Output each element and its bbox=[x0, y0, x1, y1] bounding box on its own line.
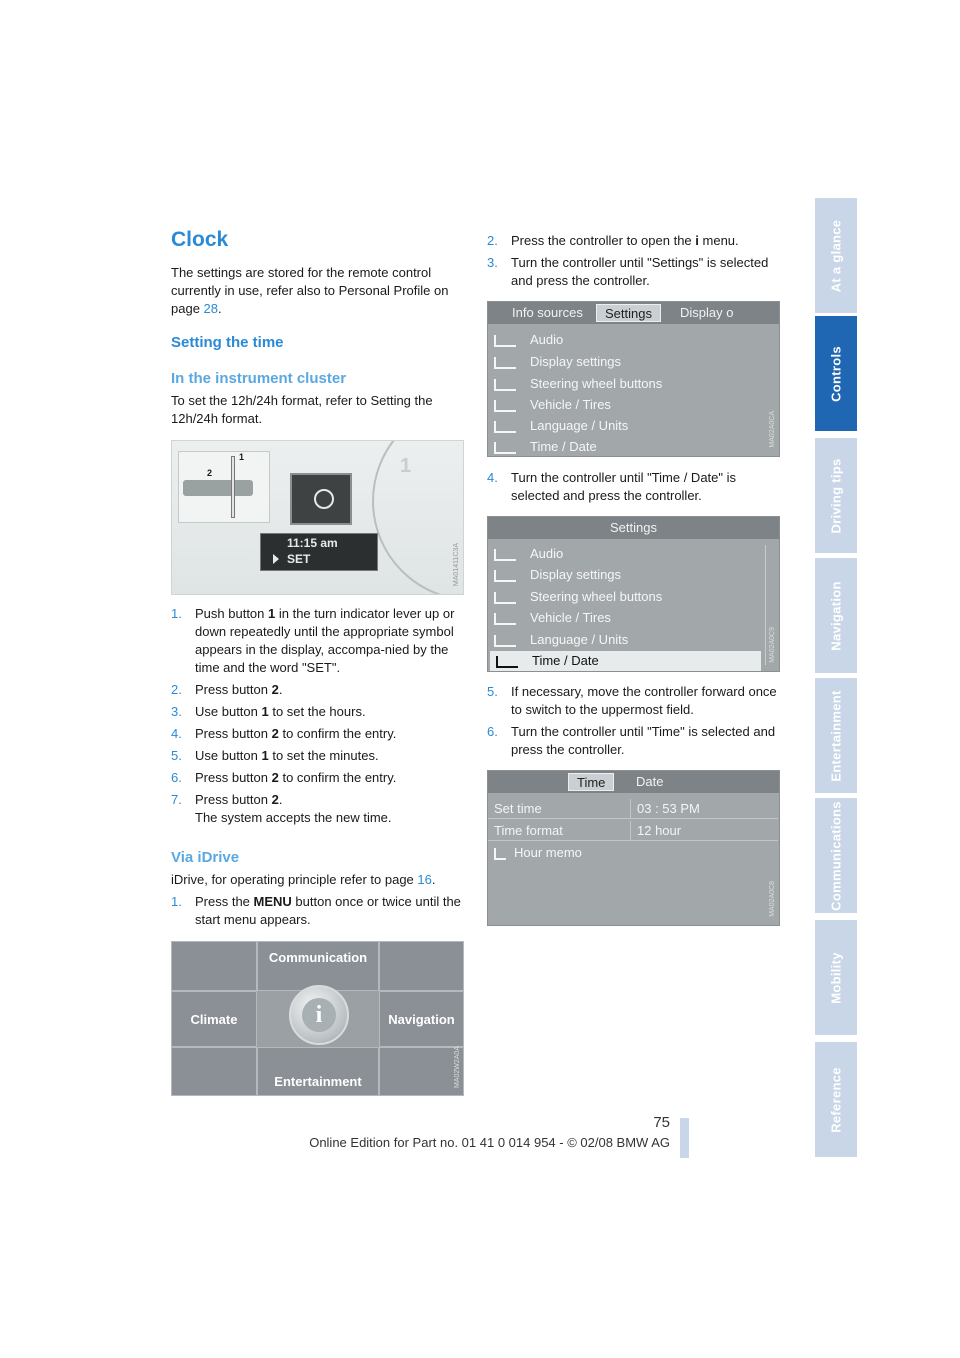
list-item: 4. Turn the controller until "Time / Date" is selected and press the controller. bbox=[487, 470, 737, 503]
start-menu-figure: Communication Climate Navigation Entertainment i MA02W2A0A bbox=[171, 941, 464, 1096]
right-steps-list-1 bbox=[487, 232, 787, 294]
set-time-label: Set time bbox=[488, 799, 630, 819]
menu-item-navigation[interactable]: Navigation bbox=[379, 991, 464, 1047]
tab-display[interactable]: Display o bbox=[680, 305, 734, 320]
instrument-cluster-figure: 1 2 1 11:15 am SET MA01411C3A bbox=[171, 440, 464, 595]
menu-item-communication[interactable]: Communication bbox=[257, 941, 379, 991]
clock-icon bbox=[314, 489, 334, 509]
list-item: 5. If necessary, move the controller forward once to switch to the uppermost field. bbox=[487, 684, 777, 717]
idrive-intro-text: iDrive, for operating principle refer to page 16. bbox=[171, 872, 436, 887]
screen-title: Settings bbox=[488, 517, 779, 539]
menu-row-language-units[interactable]: Language / Units bbox=[494, 416, 628, 436]
page-link-28[interactable]: 28 bbox=[203, 301, 219, 316]
idrive-steps-list bbox=[171, 893, 471, 933]
steering-wheel-icon bbox=[494, 379, 516, 391]
menu-item-climate[interactable]: Climate bbox=[171, 991, 257, 1047]
time-date-menu-screen: Settings Audio Display settings Steering wheel buttons Vehicle / Tires Language / Units Time / Date MA02A0C9 bbox=[487, 516, 780, 672]
steering-wheel-icon bbox=[494, 592, 516, 604]
language-icon bbox=[494, 635, 516, 647]
cluster-intro-text: To set the 12h/24h format, refer to Setting the 12h/24h format. bbox=[171, 393, 433, 426]
display-icon bbox=[494, 357, 516, 369]
subheading-via-idrive: Via iDrive bbox=[171, 849, 240, 866]
intro-paragraph: The settings are stored for the remote control currently in use, refer also to Personal Profile on page 28. bbox=[171, 265, 449, 316]
list-item: 3. Use button 1 to set the hours. bbox=[171, 704, 366, 719]
checkbox-icon bbox=[494, 848, 506, 860]
list-item: 1. Press the MENU button once or twice until the start menu appears. bbox=[171, 894, 461, 927]
list-item: 7. Press button 2. The system accepts the new time. bbox=[171, 792, 392, 825]
time-format-value[interactable]: 12 hour bbox=[630, 821, 778, 841]
settings-menu-screen: Info sources Settings Display o Audio Display settings Steering wheel buttons Vehicle / Tires Language / Units Time / Date MA02A0CA bbox=[487, 301, 780, 457]
side-tabs bbox=[815, 198, 857, 1160]
language-icon bbox=[494, 421, 516, 433]
list-item: 4. Press button 2 to confirm the entry. bbox=[171, 726, 397, 741]
list-item: 2. Press the controller to open the i menu. bbox=[487, 233, 739, 248]
time-settings-screen: Time Date Set time 03 : 53 PM Time format 12 hour Hour memo MA02A0C8 bbox=[487, 770, 780, 926]
clock-icon bbox=[494, 442, 516, 454]
footer-bar bbox=[680, 1118, 689, 1158]
cluster-steps-list bbox=[171, 605, 471, 831]
controller-center[interactable] bbox=[289, 985, 349, 1045]
list-item: 5. Use button 1 to set the minutes. bbox=[171, 748, 379, 763]
side-tab-mobility[interactable]: Mobility bbox=[815, 920, 857, 1037]
side-tab-communications[interactable]: Communications bbox=[815, 798, 857, 915]
tab-date[interactable]: Date bbox=[636, 774, 664, 789]
menu-row-audio[interactable]: Audio bbox=[494, 544, 563, 564]
tab-info-sources[interactable]: Info sources bbox=[512, 305, 583, 320]
play-arrow-icon bbox=[273, 554, 279, 564]
info-icon: i bbox=[695, 233, 699, 248]
page-title: Clock bbox=[171, 228, 229, 251]
menu-row-vehicle-tires[interactable]: Vehicle / Tires bbox=[494, 608, 611, 628]
side-tab-controls[interactable]: Controls bbox=[815, 316, 857, 433]
lcd-display: 11:15 am SET bbox=[260, 533, 378, 571]
tab-time[interactable]: Time bbox=[568, 773, 614, 791]
menu-row-steering-wheel[interactable]: Steering wheel buttons bbox=[494, 374, 662, 394]
side-tab-reference[interactable]: Reference bbox=[815, 1042, 857, 1159]
vehicle-icon bbox=[494, 613, 516, 625]
list-item: 6. Press button 2 to confirm the entry. bbox=[171, 770, 397, 785]
list-item: 2. Press button 2. bbox=[171, 682, 283, 697]
side-tab-at-a-glance[interactable]: At a glance bbox=[815, 198, 857, 315]
footer-text: Online Edition for Part no. 01 41 0 014 954 - © 02/08 BMW AG bbox=[309, 1135, 670, 1150]
clock-icon bbox=[496, 656, 518, 668]
menu-row-audio[interactable]: Audio bbox=[494, 330, 563, 350]
audio-icon bbox=[494, 549, 516, 561]
menu-row-language-units[interactable]: Language / Units bbox=[494, 630, 628, 650]
info-icon: i bbox=[302, 998, 336, 1032]
list-item: 6. Turn the controller until "Time" is selected and press the controller. bbox=[487, 724, 776, 757]
set-time-value[interactable]: 03 : 53 PM bbox=[630, 799, 778, 819]
menu-row-display-settings[interactable]: Display settings bbox=[494, 565, 621, 585]
hour-memo-option[interactable]: Hour memo bbox=[494, 843, 582, 863]
subheading-instrument-cluster: In the instrument cluster bbox=[171, 370, 347, 387]
menu-row-steering-wheel[interactable]: Steering wheel buttons bbox=[494, 587, 662, 607]
audio-icon bbox=[494, 335, 516, 347]
page-link-16[interactable]: 16 bbox=[417, 872, 432, 887]
tab-settings[interactable]: Settings bbox=[596, 304, 661, 322]
list-item: 3. Turn the controller until "Settings" is selected and press the controller. bbox=[487, 255, 769, 288]
turn-indicator-lever: 1 2 bbox=[178, 451, 270, 523]
menu-row-time-date[interactable]: Time / Date bbox=[494, 437, 597, 457]
list-item: 1. Push button 1 in the turn indicator lever up or down repeatedly until the appropriate symbol appears in the display, accompa-nied by the time and the word "SET". bbox=[171, 606, 455, 675]
right-steps-list-3 bbox=[487, 683, 787, 763]
menu-row-display-settings[interactable]: Display settings bbox=[494, 352, 621, 372]
right-steps-list-2 bbox=[487, 469, 787, 509]
menu-item-entertainment[interactable]: Entertainment bbox=[257, 1047, 379, 1096]
vehicle-icon bbox=[494, 400, 516, 412]
side-tab-driving-tips[interactable]: Driving tips bbox=[815, 438, 857, 555]
menu-row-vehicle-tires[interactable]: Vehicle / Tires bbox=[494, 395, 611, 415]
time-format-label: Time format bbox=[488, 821, 630, 841]
side-tab-navigation[interactable]: Navigation bbox=[815, 558, 857, 675]
section-heading-setting-time: Setting the time bbox=[171, 334, 284, 351]
clock-symbol-display bbox=[290, 473, 352, 525]
side-tab-entertainment[interactable]: Entertainment bbox=[815, 678, 857, 795]
page-number: 75 bbox=[653, 1114, 670, 1131]
menu-row-time-date-selected[interactable]: Time / Date bbox=[490, 651, 761, 671]
display-icon bbox=[494, 570, 516, 582]
